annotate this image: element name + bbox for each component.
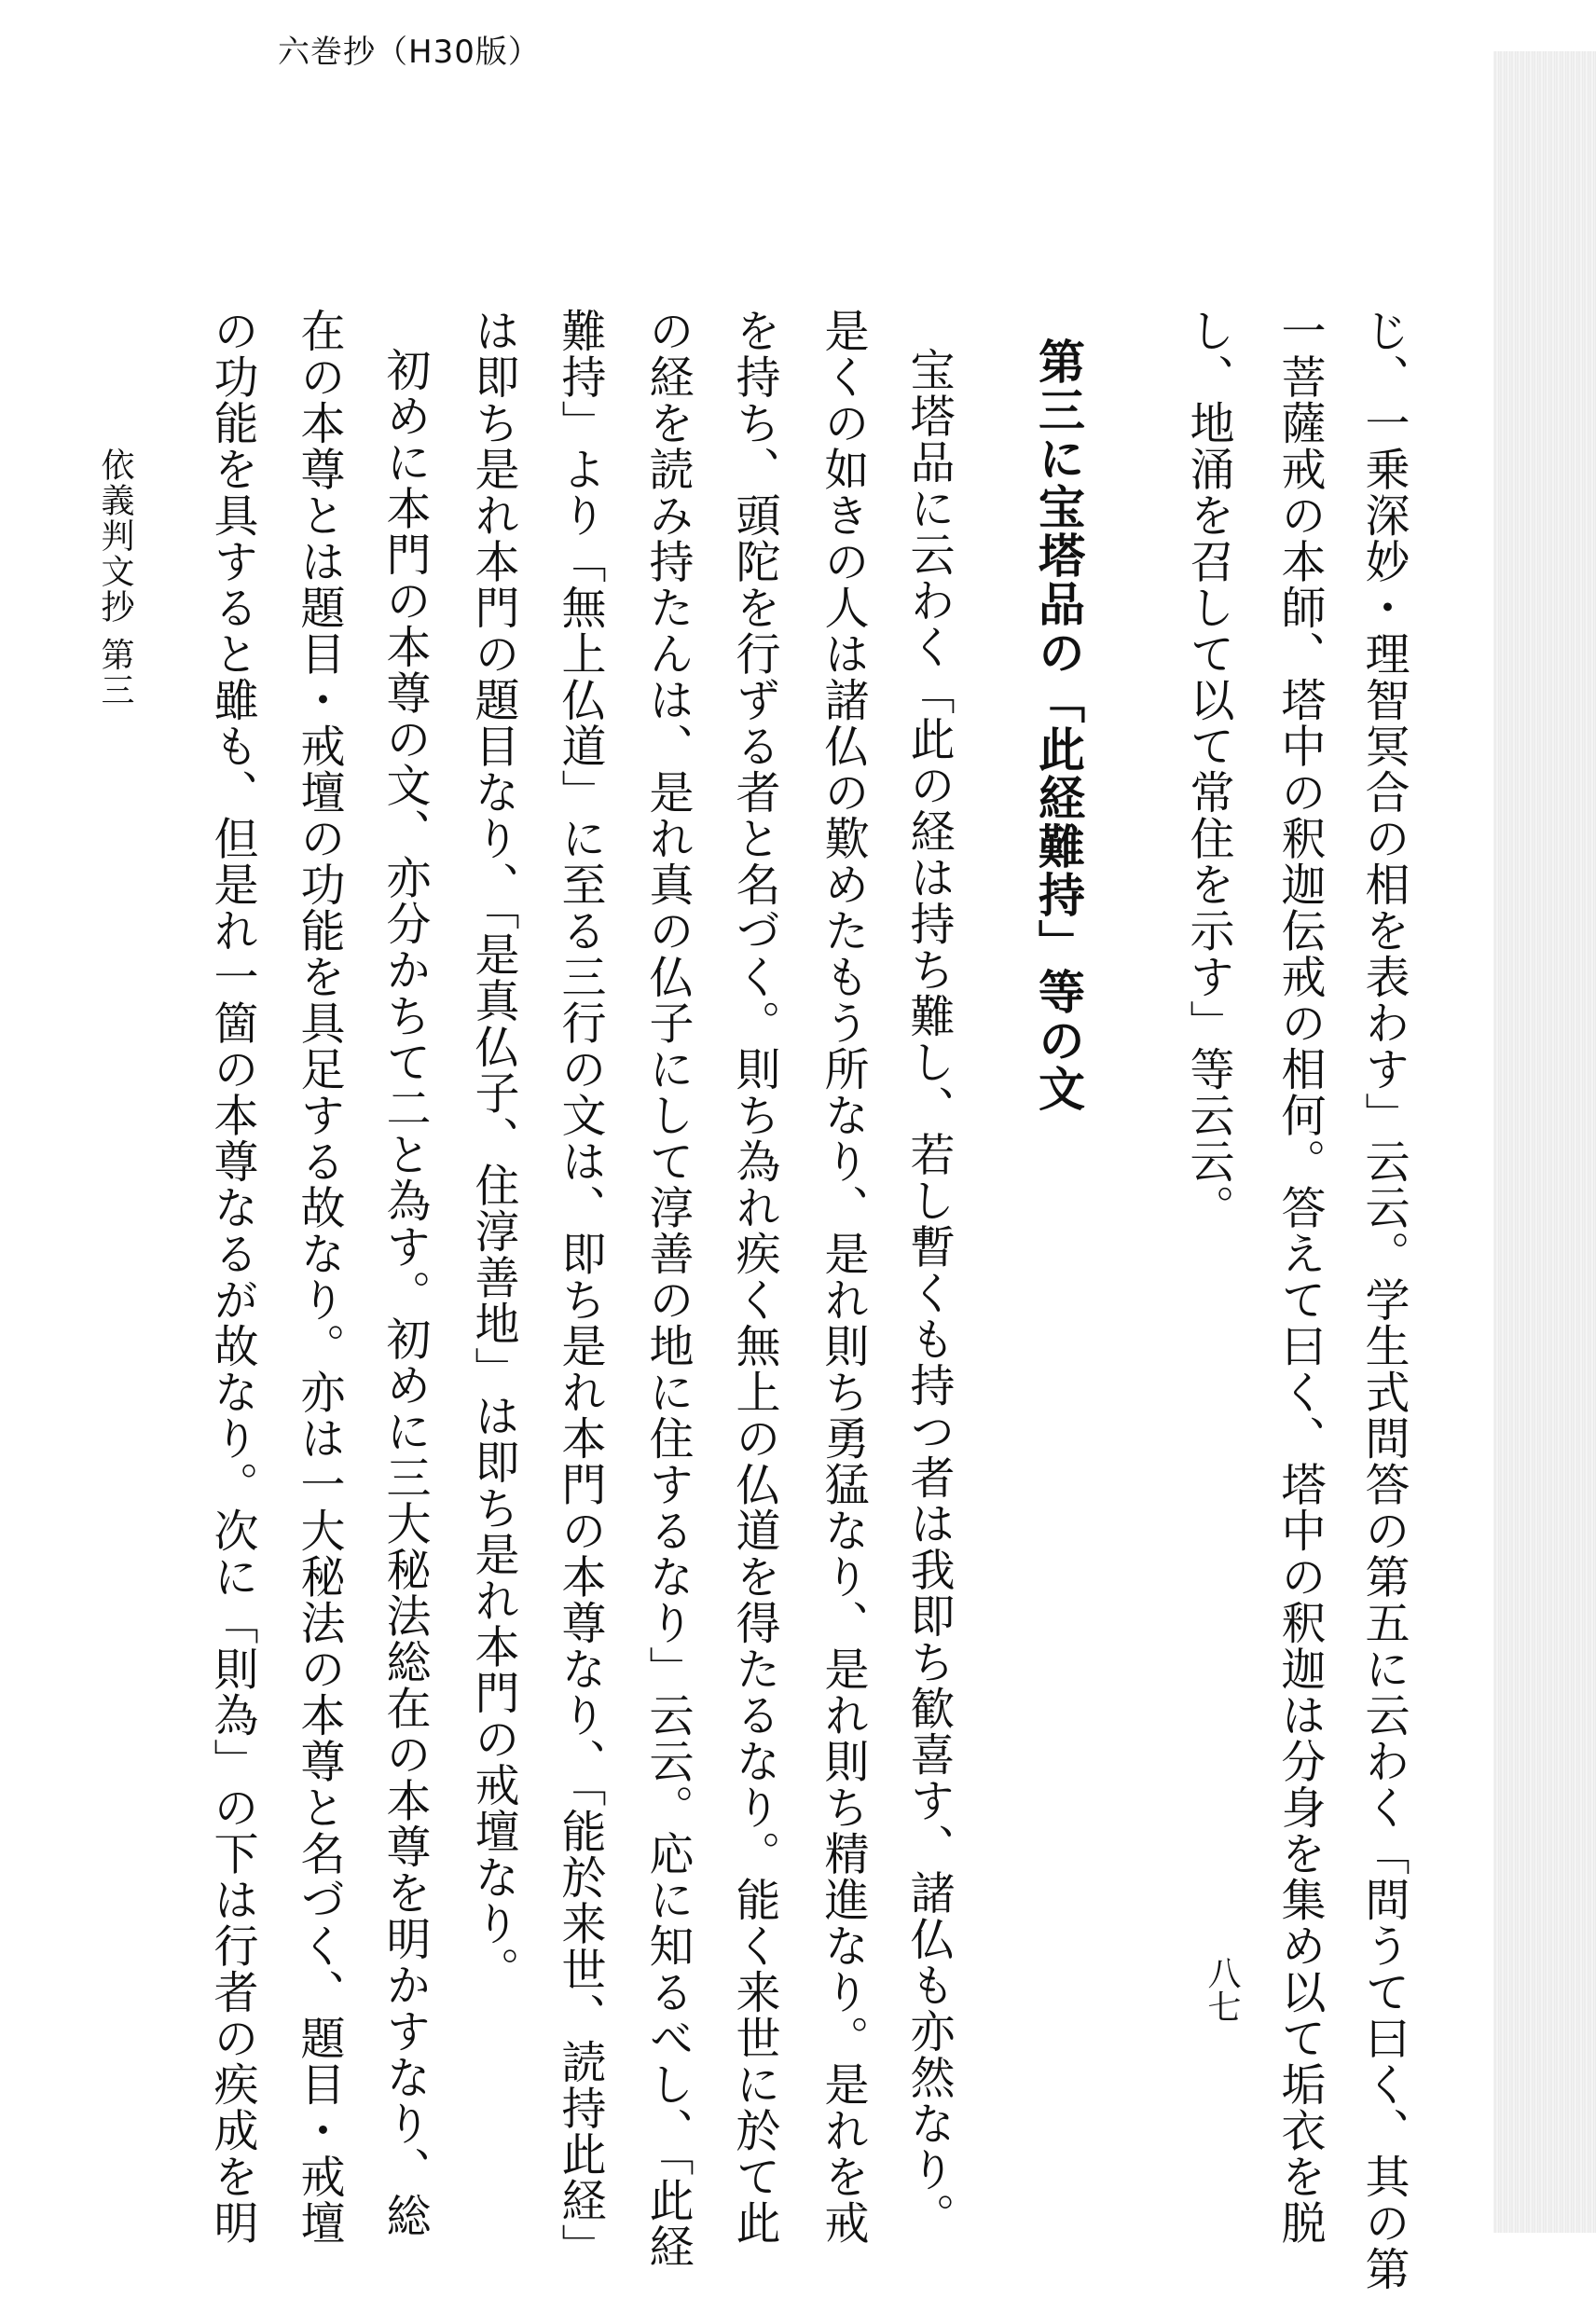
book-title: 依義判文抄 第三 bbox=[96, 447, 134, 709]
section-heading: 第三に宝塔品の「此経難持」等の文 bbox=[1031, 337, 1085, 1113]
text-column-7: を持ち、頭陀を行ずる者と名づく。則ち為れ疾く無上の仏道を得たるなり。能く来世に於て此 bbox=[728, 308, 780, 2246]
text-column-6: 是くの如きの人は諸仏の歎めたもう所なり、是れ則ち勇猛なり、是れ則ち精進なり。是れを戒 bbox=[817, 308, 869, 2246]
text-column-9: 難持」より「無上仏道」に至る三行の文は、即ち是れ本門の本尊なり、「能於来世、読持此経」 bbox=[554, 308, 606, 2270]
text-column-1: じ、一乗深妙・理智冥合の相を表わす」云云。学生式問答の第五に云わく「問うて曰く、其の第 bbox=[1357, 308, 1410, 2292]
text-column-10: は即ち是れ本門の題目なり、「是真仏子、住淳善地」は即ち是れ本門の戒壇なり。 bbox=[467, 308, 519, 1993]
text-column-3: し、地涌を召して以て常住を示す」等云云。 bbox=[1182, 308, 1234, 1231]
scan-edge-shadow bbox=[1493, 51, 1596, 2233]
text-column-8: の経を読み持たんは、是れ真の仏子にして淳善の地に住するなり」云云。応に知るべし、「此経 bbox=[641, 308, 694, 2270]
text-column-13: の功能を具すると雖も、但是れ一箇の本尊なるが故なり。次に「則為」の下は行者の疾成を明 bbox=[206, 308, 258, 2246]
text-column-5: 宝塔品に云わく「此の経は持ち難し、若し暫くも持つ者は我即ち歓喜す、諸仏も亦然なり。 bbox=[902, 347, 955, 2239]
page-number: 八七 bbox=[1203, 1956, 1241, 2023]
text-column-12: 在の本尊とは題目・戒壇の功能を具足する故なり。亦は一大秘法の本尊と名づく、題目・戒壇 bbox=[293, 308, 345, 2246]
text-column-2: 一菩薩戒の本師、塔中の釈迦伝戒の相何。答えて曰く、塔中の釈迦は分身を集め以て垢衣を脱 bbox=[1273, 308, 1326, 2246]
text-column-11: 初めに本門の本尊の文、亦分かちて二と為す。初めに三大秘法総在の本尊を明かすなり、総 bbox=[378, 347, 431, 2239]
running-header: 六巻抄（H30版） bbox=[278, 34, 541, 71]
